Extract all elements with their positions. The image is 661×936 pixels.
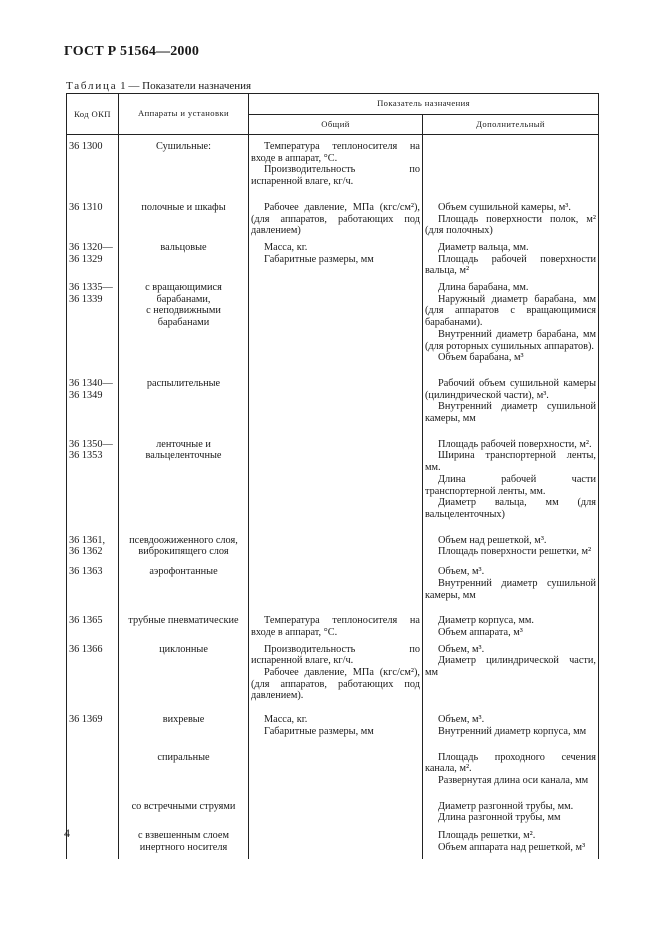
cell-general bbox=[249, 277, 423, 364]
apparatus-line: циклонные bbox=[159, 643, 208, 655]
general-paragraph: Рабочее давление, МПа (кгс/см²), (для аппаратов, работающих под давлением). bbox=[251, 667, 420, 702]
apparatus-line: инертного носителя bbox=[139, 841, 228, 853]
cell-extra bbox=[423, 188, 599, 237]
cell-extra bbox=[423, 738, 599, 787]
apparatus-line: с вращающимися bbox=[145, 282, 222, 294]
table-row bbox=[67, 738, 599, 787]
table-row bbox=[67, 824, 599, 853]
additional-paragraph: Внутренний диаметр сушильной камеры, мм bbox=[425, 401, 596, 425]
code-line: 36 1320— bbox=[69, 241, 113, 253]
cell-code bbox=[67, 521, 119, 558]
cell-general bbox=[249, 188, 423, 237]
filler-cell bbox=[67, 853, 119, 859]
additional-paragraph: Объем барабана, м³ bbox=[438, 352, 524, 364]
cell-extra bbox=[423, 135, 599, 188]
additional-paragraph: Длина барабана, мм. bbox=[438, 282, 529, 294]
cell-extra bbox=[423, 237, 599, 277]
additional-paragraph: Площадь проходного сечения канала, м². bbox=[425, 751, 596, 775]
table-row bbox=[67, 787, 599, 824]
table-row bbox=[67, 601, 599, 638]
code-line: 36 1353 bbox=[69, 450, 103, 462]
cell-apparatus bbox=[119, 787, 249, 824]
purpose-indicators-table bbox=[66, 93, 599, 859]
filler-cell bbox=[249, 853, 423, 859]
document-header: ГОСТ Р 51564—2000 bbox=[64, 44, 200, 59]
additional-paragraph: Площадь рабочей поверхности, м². bbox=[438, 438, 592, 450]
table-row bbox=[67, 237, 599, 277]
caption-text: — Показатели назначения bbox=[125, 80, 252, 92]
apparatus-line: полочные и шкафы bbox=[141, 201, 226, 213]
additional-paragraph: Площадь поверхности решетки, м² bbox=[438, 546, 592, 558]
additional-paragraph: Диаметр разгонной трубы, мм. bbox=[438, 800, 574, 812]
general-paragraph: Производительность по испаренной влаге, кг/ч. bbox=[251, 164, 420, 188]
cell-extra bbox=[423, 639, 599, 703]
cell-code bbox=[67, 277, 119, 364]
cell-apparatus bbox=[119, 738, 249, 787]
table-row bbox=[67, 277, 599, 364]
apparatus-line: виброкипящего слоя bbox=[138, 546, 229, 558]
cell-general bbox=[249, 824, 423, 853]
apparatus-line: спиральные bbox=[157, 751, 210, 763]
code-line: 36 1369 bbox=[69, 714, 103, 726]
cell-general bbox=[249, 639, 423, 703]
cell-apparatus bbox=[119, 277, 249, 364]
cell-general bbox=[249, 702, 423, 737]
cell-code bbox=[67, 787, 119, 824]
apparatus-line: трубные пневматические bbox=[128, 615, 239, 627]
cell-general bbox=[249, 558, 423, 601]
code-line: 36 1349 bbox=[69, 389, 103, 401]
cell-apparatus bbox=[119, 639, 249, 703]
additional-paragraph: Развернутая длина оси канала, мм bbox=[438, 774, 589, 786]
code-line: 36 1350— bbox=[69, 438, 113, 450]
cell-apparatus bbox=[119, 364, 249, 425]
cell-extra bbox=[423, 601, 599, 638]
cell-general bbox=[249, 237, 423, 277]
general-paragraph: Температура теплоносителя на входе в аппарат, °C. bbox=[251, 615, 420, 638]
additional-paragraph: Объем, м³. bbox=[438, 643, 485, 655]
general-paragraph: Производительность по испаренной влаге, кг/ч. bbox=[251, 643, 420, 667]
apparatus-line: Сушильные: bbox=[156, 141, 211, 152]
additional-paragraph: Объем аппарата над решеткой, м³ bbox=[438, 841, 586, 853]
cell-apparatus bbox=[119, 558, 249, 601]
header-additional: Дополнительный bbox=[423, 115, 599, 135]
apparatus-line: аэрофонтанные bbox=[149, 566, 218, 578]
cell-general bbox=[249, 364, 423, 425]
cell-code bbox=[67, 738, 119, 787]
cell-apparatus bbox=[119, 702, 249, 737]
apparatus-line: с взвешенным слоем bbox=[137, 830, 230, 842]
cell-code bbox=[67, 639, 119, 703]
code-line: 36 1329 bbox=[69, 253, 103, 265]
apparatus-line: распылительные bbox=[146, 377, 221, 389]
cell-general bbox=[249, 601, 423, 638]
table-row bbox=[67, 364, 599, 425]
additional-paragraph: Внутренний диаметр корпуса, мм bbox=[438, 725, 587, 737]
additional-paragraph: Объем аппарата, м³ bbox=[438, 626, 523, 638]
code-line: 36 1300 bbox=[69, 141, 103, 152]
general-paragraph: Масса, кг. bbox=[264, 241, 308, 253]
table-row bbox=[67, 425, 599, 521]
code-line: 36 1310 bbox=[69, 201, 103, 213]
code-line: 36 1361, bbox=[69, 534, 106, 546]
cell-apparatus bbox=[119, 188, 249, 237]
general-paragraph: Габаритные размеры, мм bbox=[264, 253, 374, 265]
table-filler-row bbox=[67, 853, 599, 859]
table-container bbox=[66, 93, 598, 853]
cell-apparatus bbox=[119, 135, 249, 188]
cell-code bbox=[67, 824, 119, 853]
additional-paragraph: Диаметр вальца, мм (для вальцеленточных) bbox=[425, 497, 596, 520]
caption-number: 1 bbox=[120, 80, 126, 92]
cell-extra bbox=[423, 521, 599, 558]
cell-general bbox=[249, 135, 423, 188]
additional-paragraph: Внутренний диаметр сушильной камеры, мм bbox=[425, 577, 596, 601]
cell-code bbox=[67, 558, 119, 601]
cell-general bbox=[249, 738, 423, 787]
table-caption bbox=[66, 80, 251, 92]
cell-code bbox=[67, 702, 119, 737]
general-paragraph: Рабочее давление, МПа (кгс/см²), (для аппаратов, работающих под давлением) bbox=[251, 201, 420, 237]
cell-extra bbox=[423, 702, 599, 737]
cell-code bbox=[67, 237, 119, 277]
code-line: 36 1362 bbox=[69, 546, 103, 558]
cell-general bbox=[249, 787, 423, 824]
general-paragraph: Масса, кг. bbox=[264, 714, 308, 726]
additional-paragraph: Диаметр корпуса, мм. bbox=[438, 615, 534, 627]
additional-paragraph: Длина рабочей части транспортерной ленты, мм. bbox=[425, 473, 596, 497]
table-row bbox=[67, 639, 599, 703]
cell-extra bbox=[423, 277, 599, 364]
apparatus-line: вихревые bbox=[162, 714, 205, 726]
code-line: 36 1339 bbox=[69, 293, 103, 305]
code-line: 36 1335— bbox=[69, 282, 113, 294]
page-number: 4 bbox=[64, 826, 70, 840]
cell-apparatus bbox=[119, 521, 249, 558]
additional-paragraph: Ширина транспортерной ленты, мм. bbox=[425, 450, 596, 474]
cell-code bbox=[67, 364, 119, 425]
apparatus-line: барабанами bbox=[157, 317, 210, 329]
additional-paragraph: Объем, м³. bbox=[438, 714, 485, 726]
caption-prefix: Таблица bbox=[66, 80, 118, 92]
cell-apparatus bbox=[119, 601, 249, 638]
code-line: 36 1365 bbox=[69, 615, 103, 627]
table-body bbox=[67, 135, 599, 860]
apparatus-line: барабанами, bbox=[156, 293, 211, 305]
cell-apparatus bbox=[119, 425, 249, 521]
additional-paragraph: Внутренний диаметр барабана, мм (для роторных сушильных аппаратов). bbox=[425, 328, 596, 352]
cell-general bbox=[249, 521, 423, 558]
additional-paragraph: Площадь поверхности полок, м² (для полочных) bbox=[425, 213, 596, 237]
cell-extra bbox=[423, 824, 599, 853]
cell-general bbox=[249, 425, 423, 521]
cell-code bbox=[67, 601, 119, 638]
table-row bbox=[67, 188, 599, 237]
additional-paragraph: Объем сушильной камеры, м³. bbox=[438, 201, 571, 213]
apparatus-line: псевдоожиженного слоя, bbox=[129, 534, 238, 546]
header-apparatus: Аппараты и установки bbox=[119, 94, 249, 135]
filler-cell bbox=[423, 853, 599, 859]
apparatus-line: вальцеленточные bbox=[145, 450, 222, 462]
code-line: 36 1366 bbox=[69, 643, 103, 655]
apparatus-line: с неподвижными bbox=[146, 305, 221, 317]
apparatus-line: ленточные и bbox=[156, 438, 211, 450]
table-row bbox=[67, 135, 599, 188]
additional-paragraph: Диаметр вальца, мм. bbox=[438, 241, 529, 253]
apparatus-line: со встречными струями bbox=[131, 800, 236, 812]
additional-paragraph: Площадь рабочей поверхности вальца, м² bbox=[425, 253, 596, 277]
cell-extra bbox=[423, 558, 599, 601]
header-general: Общий bbox=[249, 115, 423, 135]
additional-paragraph: Площадь решетки, м². bbox=[438, 830, 536, 842]
code-line: 36 1340— bbox=[69, 377, 113, 389]
cell-apparatus bbox=[119, 237, 249, 277]
apparatus-line: вальцовые bbox=[160, 241, 207, 253]
filler-cell bbox=[119, 853, 249, 859]
general-paragraph: Температура теплоносителя на входе в аппарат, °C. bbox=[251, 141, 420, 164]
additional-paragraph: Рабочий объем сушильной камеры (цилиндрической части), м³. bbox=[425, 377, 596, 401]
additional-paragraph: Объем, м³. bbox=[438, 566, 485, 578]
additional-paragraph: Наружный диаметр барабана, мм (для аппаратов с вращающимися барабанами). bbox=[425, 293, 596, 329]
cell-apparatus bbox=[119, 824, 249, 853]
table-row bbox=[67, 521, 599, 558]
cell-code bbox=[67, 188, 119, 237]
table-row bbox=[67, 702, 599, 737]
cell-extra bbox=[423, 425, 599, 521]
header-code-okp: Код ОКП bbox=[67, 94, 119, 135]
additional-paragraph: Длина разгонной трубы, мм bbox=[438, 812, 561, 824]
cell-extra bbox=[423, 364, 599, 425]
general-paragraph: Габаритные размеры, мм bbox=[264, 725, 374, 737]
additional-paragraph: Объем над решеткой, м³. bbox=[438, 534, 547, 546]
cell-extra bbox=[423, 787, 599, 824]
additional-paragraph: Диаметр цилиндрической части, мм bbox=[425, 655, 596, 679]
cell-code bbox=[67, 135, 119, 188]
table-row bbox=[67, 558, 599, 601]
header-purpose-indicator: Показатель назначения bbox=[249, 94, 599, 115]
cell-code bbox=[67, 425, 119, 521]
code-line: 36 1363 bbox=[69, 566, 103, 578]
